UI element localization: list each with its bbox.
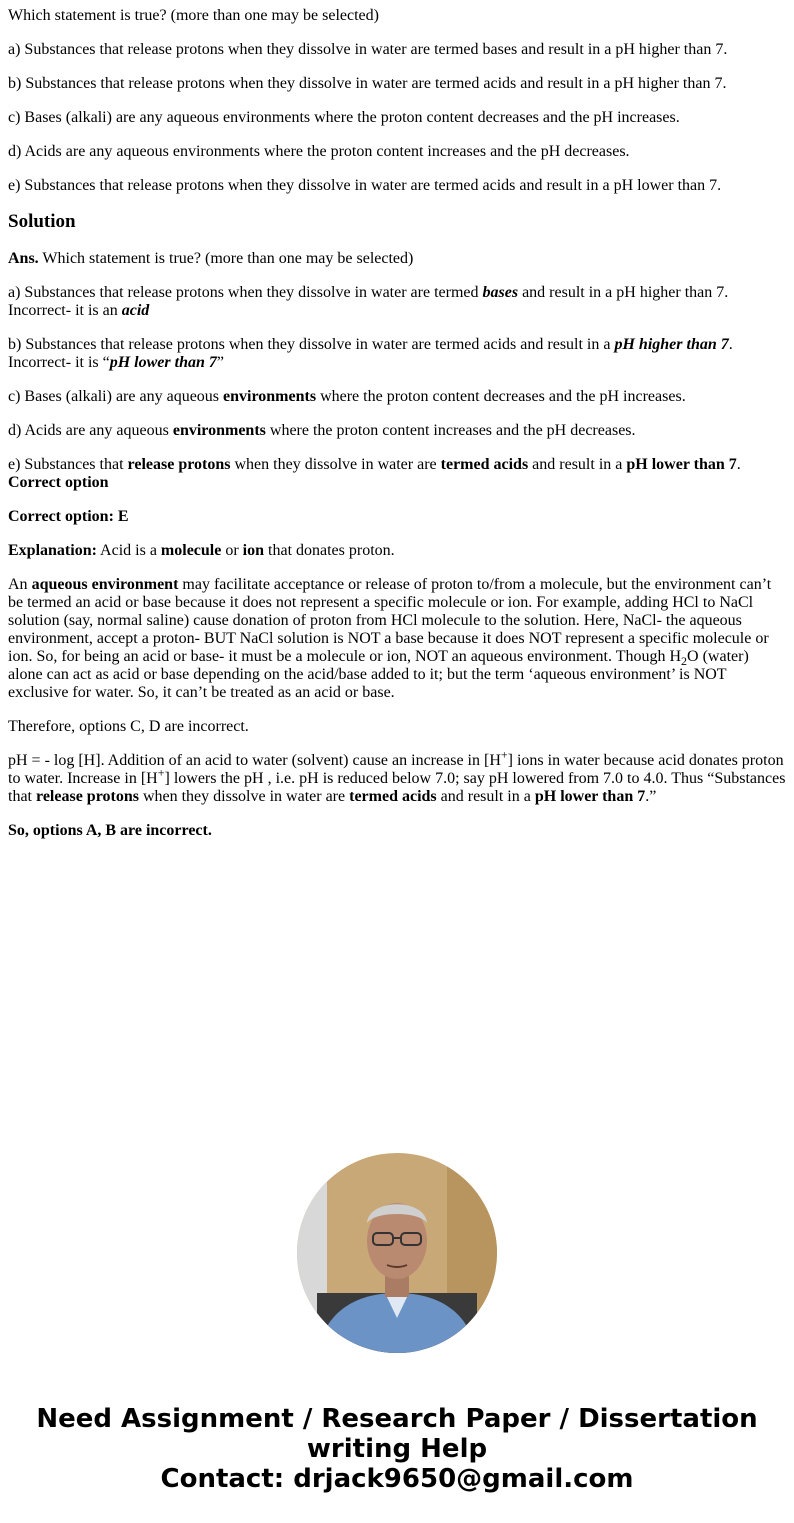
conclusion: So, options A, B are incorrect. [8, 822, 212, 839]
aqueous-paragraph: An aqueous environment may facilitate acceptance or release of proton to/from a molecule, but the environment can’t be termed an acid or base because it does not represent a specific molecule or ion. For example, adding HCl to NaCl solution (say, normal saline) cause donation of proton from HCl molecule to the solution. Here, NaCl- the aqueous environment, accept a proton- BUT NaCl solution is NOT a base because it does NOT represent a specific molecule or ion. So, for being an acid or base- it must be a molecule or ion, NOT an aqueous environment. Though $H_2O$ (water) alone can act as acid or base depending on the acid/base added to it; but the term ‘aqueous environment’ is NOT exclusive for water. So, it can’t be treated as an acid or base. [8, 576, 772, 701]
question-option-b: b) Substances that release protons when they dissolve in water are termed acids and result in a pH higher than 7. [8, 75, 727, 92]
author-photo-illustration [297, 1153, 497, 1353]
ph-paragraph: pH = - log [H]. Addition of an acid to water (solvent) cause an increase in [H+] ions in water because acid donates proton to water. Increase in [H+] lowers the pH , i.e. pH is reduced below 7.0; say pH lowered from 7.0 to 4.0. Thus “Substances that release protons when they dissolve in water are termed acids and result in a pH lower than 7.” [8, 747, 786, 805]
footer-line-1: Need Assignment / Research Paper / Dissertation [36, 1404, 758, 1434]
question-stem: Which statement is true? (more than one may be selected) [8, 7, 379, 24]
question-option-a: a) Substances that release protons when they dissolve in water are termed bases and result in a pH higher than 7. [8, 41, 728, 58]
solution-heading: Solution [8, 211, 76, 232]
therefore-paragraph: Therefore, options C, D are incorrect. [8, 718, 249, 735]
answer-option-b: b) Substances that release protons when they dissolve in water are termed acids and result in a pH higher than 7. Incorrect- it is “pH lower than 7” [8, 336, 733, 371]
answer-option-d: d) Acids are any aqueous environments where the proton content increases and the pH decreases. [8, 422, 636, 439]
answer-intro: Ans. Which statement is true? (more than one may be selected) [8, 250, 414, 267]
footer-contact: Contact: drjack9650@gmail.com [160, 1464, 634, 1494]
ans-label: Ans. [8, 250, 39, 267]
answer-option-c: c) Bases (alkali) are any aqueous environments where the proton content decreases and the pH increases. [8, 388, 686, 405]
question-option-c: c) Bases (alkali) are any aqueous environments where the proton content decreases and the pH increases. [8, 109, 680, 126]
author-photo [297, 1153, 497, 1353]
answer-option-e: e) Substances that release protons when they dissolve in water are termed acids and result in a pH lower than 7. Correct option [8, 456, 741, 491]
question-option-e: e) Substances that release protons when they dissolve in water are termed acids and result in a pH lower than 7. [8, 177, 722, 194]
document-body [8, 7, 786, 856]
answer-option-a: a) Substances that release protons when they dissolve in water are termed bases and result in a pH higher than 7. Incorrect- it is an acid [8, 284, 729, 319]
explanation: Explanation: Acid is a molecule or ion that donates proton. [8, 542, 395, 559]
correct-option: Correct option: E [8, 508, 129, 525]
question-option-d: d) Acids are any aqueous environments where the proton content increases and the pH decreases. [8, 143, 630, 160]
footer-line-2: writing Help [306, 1434, 488, 1464]
footer-promo [0, 1404, 794, 1494]
